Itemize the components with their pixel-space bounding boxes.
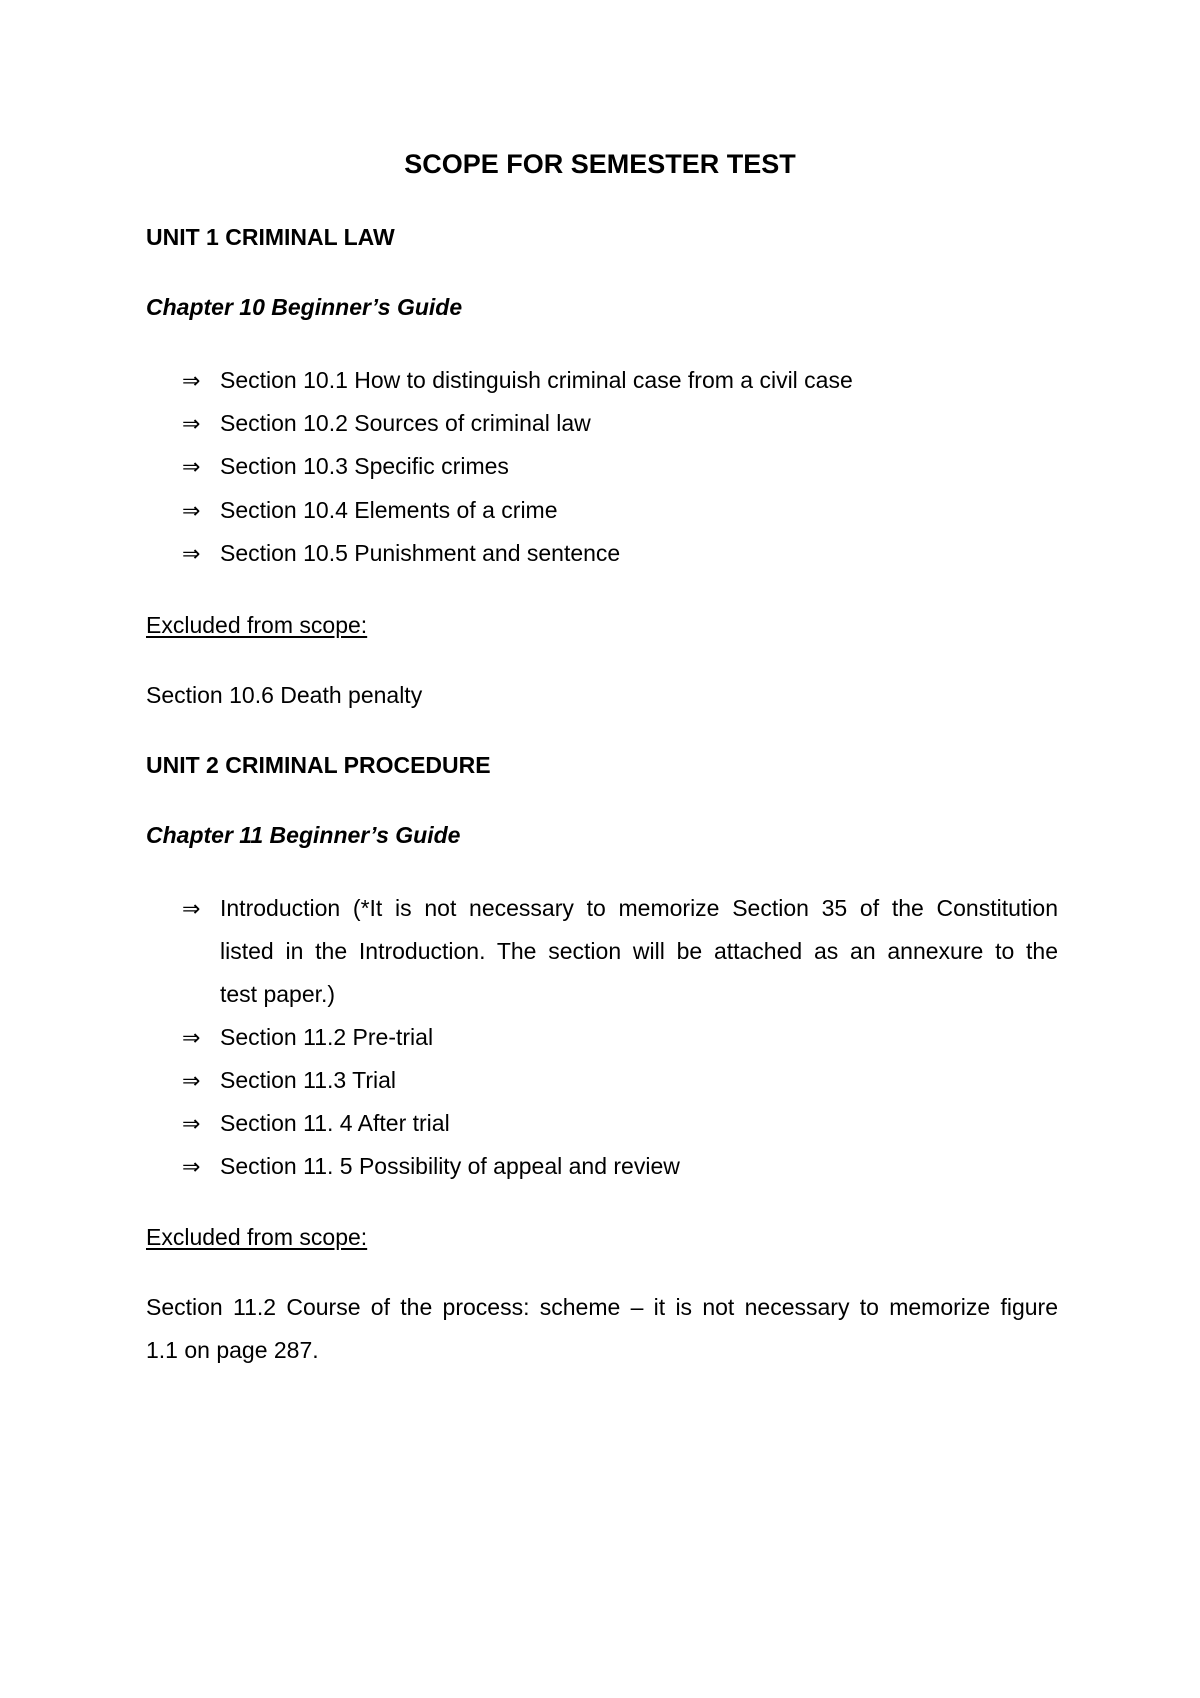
arrow-icon: ⇒ xyxy=(182,412,201,437)
arrow-icon: ⇒ xyxy=(182,1155,201,1180)
unit1-list-item xyxy=(182,408,591,440)
intro-line-1: Introduction (*It is not necessary to memorize Section 35 of the Constitution xyxy=(220,895,1058,921)
unit1-excluded-text: Section 10.6 Death penalty xyxy=(146,682,423,708)
unit1-list-item xyxy=(182,538,620,570)
unit1-chapter-heading: Chapter 10 Beginner’s Guide xyxy=(146,294,463,320)
list-item-text: Section 11.3 Trial xyxy=(220,1067,397,1093)
arrow-icon: ⇒ xyxy=(182,369,201,394)
unit2-chapter-heading: Chapter 11 Beginner’s Guide xyxy=(146,822,461,848)
unit2-list-item xyxy=(182,1108,450,1140)
arrow-icon: ⇒ xyxy=(182,455,201,480)
unit1-list-item xyxy=(182,365,853,397)
intro-line-2: listed in the Introduction. The section will be attached as an annexure to the xyxy=(220,938,1058,964)
unit2-excluded-line-2: 1.1 on page 287. xyxy=(146,1337,319,1363)
unit2-list-item xyxy=(182,1022,433,1054)
arrow-icon: ⇒ xyxy=(182,499,201,524)
unit2-excluded-line-1: Section 11.2 Course of the process: scheme – it is not necessary to memorize figure xyxy=(146,1294,1058,1320)
list-item-text: Section 11.2 Pre-trial xyxy=(220,1024,434,1050)
unit1-list-item xyxy=(182,451,509,483)
list-item-text: Section 10.3 Specific crimes xyxy=(220,453,509,479)
list-item-text: Section 11. 4 After trial xyxy=(220,1110,450,1136)
arrow-icon: ⇒ xyxy=(182,897,201,922)
unit2-excluded-label: Excluded from scope: xyxy=(146,1224,368,1250)
arrow-icon: ⇒ xyxy=(182,542,201,567)
unit2-list-item xyxy=(182,1151,680,1183)
arrow-icon: ⇒ xyxy=(182,1026,201,1051)
list-item-text: Section 11. 5 Possibility of appeal and review xyxy=(220,1153,680,1179)
list-item-text: Section 10.1 How to distinguish criminal case from a civil case xyxy=(220,367,853,393)
list-item-text: Section 10.2 Sources of criminal law xyxy=(220,410,591,436)
unit2-list-item xyxy=(182,1065,396,1097)
list-item-text: Section 10.5 Punishment and sentence xyxy=(220,540,621,566)
arrow-icon: ⇒ xyxy=(182,1112,201,1137)
intro-line-3: test paper.) xyxy=(220,981,336,1007)
unit1-excluded-label: Excluded from scope: xyxy=(146,612,368,638)
unit1-list-item xyxy=(182,495,558,527)
arrow-icon: ⇒ xyxy=(182,1069,201,1094)
document-title: SCOPE FOR SEMESTER TEST xyxy=(404,149,796,179)
list-item-text: Section 10.4 Elements of a crime xyxy=(220,497,558,523)
unit2-intro-item xyxy=(182,893,220,925)
unit1-heading: UNIT 1 CRIMINAL LAW xyxy=(146,224,395,250)
unit2-heading: UNIT 2 CRIMINAL PROCEDURE xyxy=(146,752,491,778)
